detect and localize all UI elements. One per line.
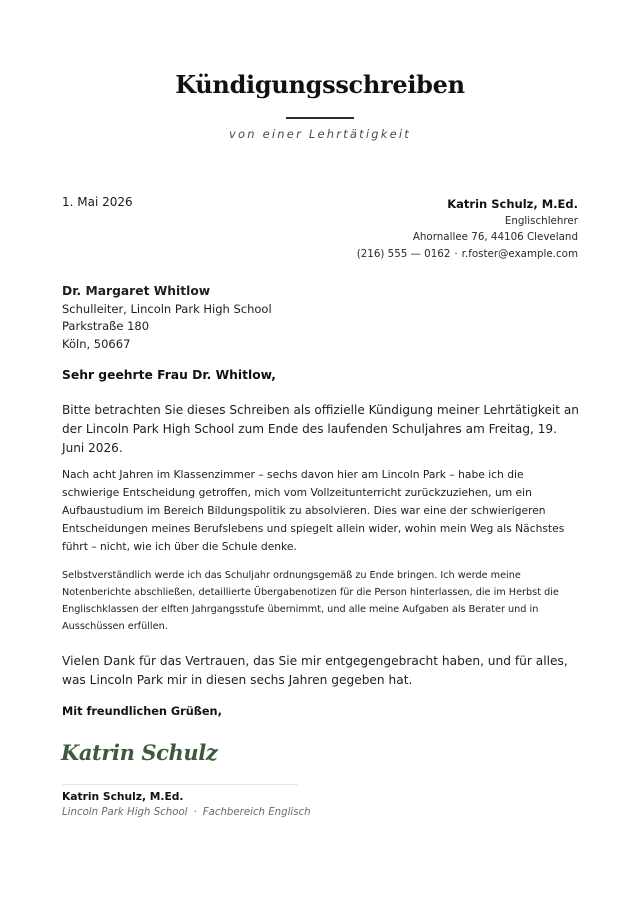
body-paragraph-1: Bitte betrachten Sie dieses Schreiben als offizielle Kündigung meiner Lehrtätigkeit an der Lincoln Park High School zum Ende des laufenden Schuljahres am Freitag, 19. Juni 2026. — [62, 403, 579, 455]
recipient-street: Parkstraße 180 — [62, 319, 150, 333]
body-paragraph-2: Nach acht Jahren im Klassenzimmer – sechs davon hier am Lincoln Park – habe ich die schwierige Entscheidung getroffen, mich vom Vollzeitunterricht zurückzuziehen, um ein Aufbaustudium im Bereich Bildungspolitik zu absolvieren. Dies war eine der schwierigeren Entscheidungen meines Berufslebens und spiegelt allein wider, wohin mein Weg als Nächstes führt – nicht, wie ich über die Schule denke. — [62, 468, 565, 553]
document-title: Kündigungsschreiben — [175, 70, 465, 99]
signature-affiliation — [62, 807, 311, 818]
closing: Mit freundlichen Grüßen, — [62, 705, 222, 718]
signature-divider — [62, 784, 298, 785]
title-divider — [286, 117, 354, 119]
body-paragraph-3: Selbstverständlich werde ich das Schuljahr ordnungsgemäß zu Ende bringen. Ich werde meine Notenberichte abschließen, detaillierte Übergabenotizen für die Person hinterlassen, die im Herbst die Englischklassen der elften Jahrgangsstufe übernimmt, und alle meine Aufgaben als Berater und in Ausschüssen erfüllen. — [62, 570, 559, 632]
sender-phone: (216) 555 — 0162 — [356, 247, 451, 260]
signature-department: Fachbereich Englisch — [202, 807, 311, 818]
contact-separator: · — [454, 247, 458, 260]
recipient-name: Dr. Margaret Whitlow — [62, 284, 211, 298]
recipient-block — [62, 283, 272, 353]
sender-role: Englischlehrer — [504, 214, 578, 227]
sender-address: Ahornallee 76, 44106 Cleveland — [412, 231, 578, 243]
salutation: Sehr geehrte Frau Dr. Whitlow, — [62, 368, 276, 382]
sender-email: r.foster@example.com — [461, 247, 578, 260]
document-subtitle: von einer Lehrtätigkeit — [229, 127, 411, 141]
letter-date: 1. Mai 2026 — [62, 195, 133, 209]
signature-school: Lincoln Park High School — [62, 807, 188, 818]
recipient-city: Köln, 50667 — [62, 336, 131, 351]
sender-block — [357, 196, 578, 262]
signature-name: Katrin Schulz, M.Ed. — [62, 790, 184, 803]
affiliation-separator: · — [193, 807, 197, 818]
handwritten-signature: Katrin Schulz — [61, 740, 218, 765]
recipient-position: Schulleiter, Lincoln Park High School — [62, 301, 272, 316]
body-paragraph-4: Vielen Dank für das Vertrauen, das Sie mir entgegengebracht haben, und für alles, was Lincoln Park mir in diesen sechs Jahren gegeben hat. — [62, 654, 568, 687]
sender-name: Katrin Schulz, M.Ed. — [447, 197, 578, 211]
sender-contact — [357, 246, 578, 263]
